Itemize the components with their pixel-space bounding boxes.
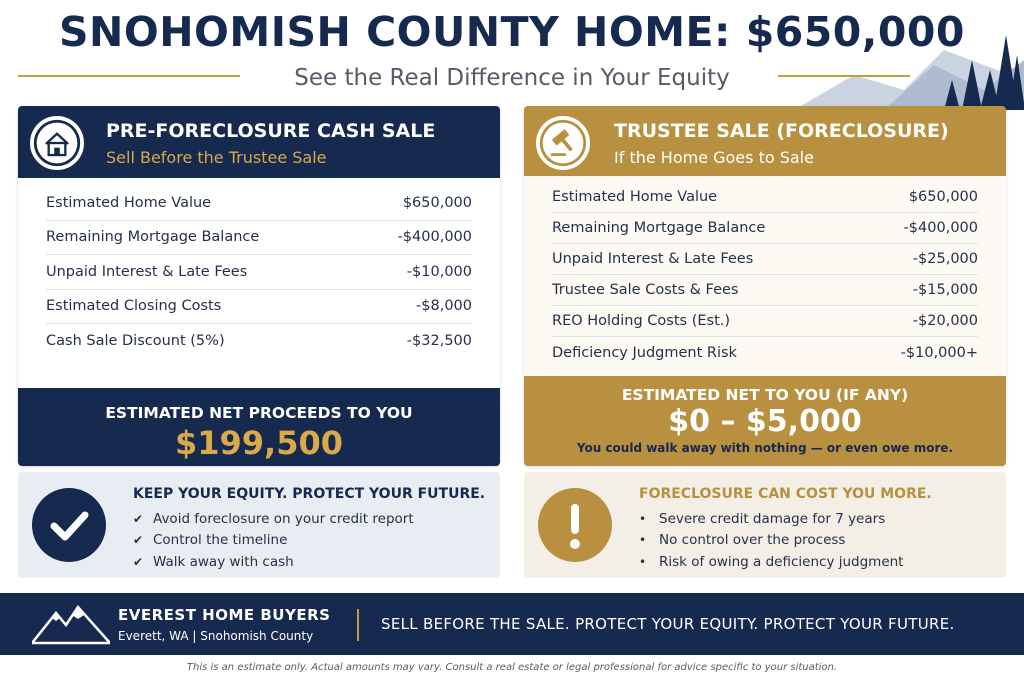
- row-label: Estimated Home Value: [552, 189, 718, 205]
- disclaimer-text: This is an estimate only. Actual amounts may vary. Consult a real estate or legal professional for advice specific to your situation.: [186, 662, 838, 673]
- row-label: Remaining Mortgage Balance: [46, 229, 260, 246]
- mountain-logo-icon: [32, 603, 110, 647]
- row-label: Trustee Sale Costs & Fees: [552, 282, 739, 298]
- footer-divider: [357, 609, 359, 641]
- row-label: Unpaid Interest & Late Fees: [552, 251, 754, 267]
- row-value: -$400,000: [397, 229, 472, 246]
- table-row: [46, 324, 472, 359]
- row-value: -$8,000: [416, 298, 472, 315]
- risks-title: FORECLOSURE CAN COST YOU MORE.: [639, 486, 932, 502]
- table-row: [46, 186, 472, 221]
- benefits-title: KEEP YOUR EQUITY. PROTECT YOUR FUTURE.: [133, 486, 486, 502]
- cash-sale-rows: [18, 178, 500, 388]
- row-label: Remaining Mortgage Balance: [552, 220, 766, 236]
- table-row: [46, 290, 472, 325]
- trustee-sale-subtitle: If the Home Goes to Sale: [614, 148, 814, 167]
- table-row: [552, 182, 978, 213]
- net-to-you-note: You could walk away with nothing — or even owe more.: [576, 441, 954, 455]
- page-subtitle: See the Real Difference in Your Equity: [294, 65, 730, 91]
- benefits-card: [18, 472, 500, 578]
- cash-sale-total: [18, 388, 500, 466]
- trustee-sale-panel: [524, 106, 1006, 466]
- cash-sale-panel: [18, 106, 500, 466]
- table-row: [552, 213, 978, 244]
- footer-bar: [0, 593, 1024, 655]
- row-value: -$10,000: [406, 263, 472, 280]
- trustee-sale-title: TRUSTEE SALE (FORECLOSURE): [614, 120, 949, 142]
- company-name: EVEREST HOME BUYERS: [118, 606, 331, 624]
- row-value: $650,000: [402, 194, 472, 211]
- check-small-icon: ✔: [133, 533, 144, 548]
- row-value: -$25,000: [912, 251, 978, 267]
- net-proceeds-label: ESTIMATED NET PROCEEDS TO YOU: [105, 404, 413, 422]
- row-label: Unpaid Interest & Late Fees: [46, 263, 248, 280]
- list-item-text: Avoid foreclosure on your credit report: [153, 510, 414, 527]
- house-icon: [30, 116, 84, 170]
- list-item: [639, 530, 903, 552]
- list-item-text: No control over the process: [659, 532, 846, 549]
- table-row: [46, 221, 472, 256]
- table-row: [552, 244, 978, 275]
- check-small-icon: ✔: [133, 511, 144, 526]
- list-item-text: Control the timeline: [153, 532, 288, 549]
- table-row: [552, 337, 978, 368]
- gavel-icon: [536, 116, 590, 170]
- row-value: -$20,000: [912, 313, 978, 329]
- bullet-icon: •: [639, 511, 647, 526]
- net-proceeds-value: $199,500: [174, 424, 343, 462]
- row-label: Deficiency Judgment Risk: [552, 344, 737, 361]
- company-location: Everett, WA | Snohomish County: [118, 629, 314, 643]
- list-item: [639, 508, 903, 530]
- table-row: [46, 255, 472, 290]
- row-label: Estimated Closing Costs: [46, 298, 222, 315]
- list-item: [639, 551, 903, 573]
- row-value: $650,000: [908, 189, 978, 205]
- table-row: [552, 275, 978, 306]
- cash-sale-subtitle: Sell Before the Trustee Sale: [106, 148, 327, 167]
- exclamation-icon: [538, 488, 612, 562]
- check-small-icon: ✔: [133, 554, 144, 569]
- net-to-you-value: $0 – $5,000: [668, 404, 862, 439]
- list-item-text: Severe credit damage for 7 years: [659, 510, 886, 527]
- list-item-text: Walk away with cash: [153, 553, 294, 570]
- risks-list: [639, 508, 903, 573]
- row-value: -$32,500: [406, 333, 472, 350]
- row-label: Cash Sale Discount (5%): [46, 333, 225, 350]
- list-item: [133, 508, 414, 530]
- list-item: [133, 551, 414, 573]
- trustee-sale-rows: [524, 176, 1006, 376]
- row-label: Estimated Home Value: [46, 194, 212, 211]
- page-title: SNOHOMISH COUNTY HOME: $650,000: [59, 8, 965, 56]
- bullet-icon: •: [639, 533, 647, 548]
- row-label: REO Holding Costs (Est.): [552, 313, 731, 329]
- row-value: -$400,000: [903, 220, 978, 236]
- list-item: [133, 530, 414, 552]
- trustee-sale-total: [524, 376, 1006, 466]
- bullet-icon: •: [639, 554, 647, 569]
- row-value: -$15,000: [912, 282, 978, 298]
- risks-card: [524, 472, 1006, 578]
- trustee-sale-header: [524, 106, 1006, 176]
- row-value: -$10,000+: [900, 344, 978, 361]
- footer-tagline: SELL BEFORE THE SALE. PROTECT YOUR EQUITY. PROTECT YOUR FUTURE.: [381, 615, 955, 633]
- benefits-list: [133, 508, 414, 573]
- table-row: [552, 306, 978, 337]
- checkmark-icon: [32, 488, 106, 562]
- net-to-you-label: ESTIMATED NET TO YOU (IF ANY): [621, 386, 909, 404]
- list-item-text: Risk of owing a deficiency judgment: [659, 553, 904, 570]
- cash-sale-title: PRE-FORECLOSURE CASH SALE: [106, 120, 436, 142]
- cash-sale-header: [18, 106, 500, 178]
